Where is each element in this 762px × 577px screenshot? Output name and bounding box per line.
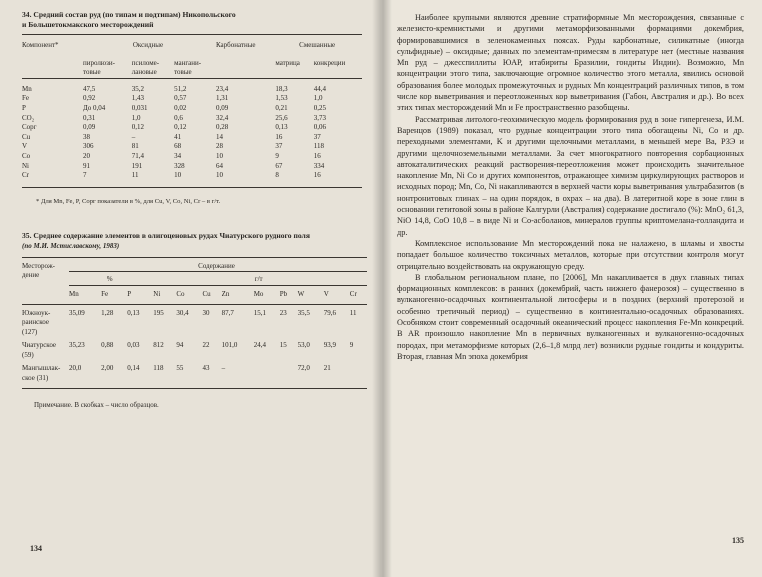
- table34-caption-line2: и Большетокмакского месторождений: [22, 20, 154, 29]
- t35-el: Co: [176, 289, 185, 298]
- cell: V: [22, 142, 28, 151]
- cell: Fe: [22, 94, 29, 103]
- cell: 28: [215, 142, 223, 151]
- cell: 1,43: [131, 94, 145, 103]
- cell: 35,5: [297, 308, 310, 317]
- cell: 71,4: [131, 151, 145, 160]
- cell: Mn: [22, 84, 32, 93]
- cell: 0,02: [174, 103, 187, 112]
- t35-el: Zn: [221, 289, 230, 298]
- t34-sub-matrix: матрица: [275, 58, 300, 67]
- table35-footnote: Примечание. В скобках – число образцов.: [34, 400, 159, 409]
- cell: 0,13: [275, 123, 288, 132]
- cell: 16: [313, 151, 321, 160]
- cell: 91: [83, 161, 90, 170]
- cell: 37: [313, 132, 321, 141]
- table-row: [22, 78, 362, 94]
- cell: 51,2: [174, 84, 187, 93]
- cell: P: [22, 103, 26, 112]
- paragraph: В глобальном региональном плане, по [2006], Mn накапливается в двух главных типах формационных комплексов: в ранних (докембрий, часть нижнего фанерозоя) – существенно в вулканогенно-осадочных континентальной литосферы и в поздних (верхний протерозой и особенно третичный период) – существенно в континентально-осадочных образованиях. Особняком стоит современный осадочный океанический процесс накопления Fe-Mn конкреций. В AR произошло накопление Mn в первичных вулканогенных и вулканогенно-осадочных породах, при метаморфизме которых (2,6–1,8 млрд лет) возникли рудные гондиты и кондуриты. Вторая, главная Mn эпоха докембрия: [397, 272, 744, 361]
- cell: 81: [131, 142, 139, 151]
- cell: 14: [215, 132, 223, 141]
- table-row: [22, 123, 362, 133]
- cell: 0,09: [215, 103, 229, 112]
- cell: 9: [275, 151, 279, 160]
- cell: 0,21: [275, 103, 288, 112]
- cell: 34: [174, 151, 182, 160]
- cell: 1,31: [215, 94, 229, 103]
- table-row: [22, 304, 367, 337]
- t35-el: Ni: [153, 289, 161, 298]
- cell: 812: [153, 341, 164, 350]
- cell: 0,92: [83, 94, 96, 103]
- cell: До 0,04: [83, 103, 106, 112]
- cell: 11: [131, 171, 139, 180]
- cell: 0,03: [127, 341, 140, 350]
- cell: 24,4: [253, 341, 266, 350]
- cell: 30: [202, 308, 210, 317]
- cell: 21: [323, 364, 331, 373]
- cell: 0,28: [215, 123, 229, 132]
- t34-sub-manganite: мангани- товые: [174, 58, 202, 77]
- cell: CO₂: [22, 113, 35, 122]
- table-row: [22, 94, 362, 104]
- cell: 22: [202, 341, 210, 350]
- t35-el: Pb: [279, 289, 288, 298]
- t35-head-deposit: Месторож- дение: [22, 261, 55, 280]
- cell: 10: [215, 151, 223, 160]
- table-row: [22, 152, 362, 162]
- cell: 1,53: [275, 94, 288, 103]
- cell: 2,00: [101, 364, 114, 373]
- t34-head-mixed: Смешанные: [299, 41, 336, 49]
- cell: 118: [313, 142, 325, 151]
- cell: 55: [176, 364, 184, 373]
- cell: 87,7: [221, 308, 234, 317]
- cell: 44,4: [313, 84, 327, 93]
- cell: 0,88: [101, 341, 114, 350]
- t35-el: P: [127, 289, 132, 298]
- cell: 11: [349, 308, 357, 317]
- cell: 1,28: [101, 308, 114, 317]
- t35-deposit-name: Мангышлак- ское (31): [22, 364, 61, 383]
- cell: 0,31: [83, 113, 96, 122]
- cell: 191: [131, 161, 143, 170]
- t35-el: Fe: [101, 289, 109, 298]
- cell: 15: [279, 341, 287, 350]
- cell: 35,2: [131, 84, 145, 93]
- cell: 0,6: [174, 113, 183, 122]
- t34-sub-pyrolusite: пиролюзи- товые: [83, 58, 115, 77]
- cell: 67: [275, 161, 283, 170]
- t35-el: Cr: [349, 289, 357, 298]
- cell: 334: [313, 161, 325, 170]
- t34-body: [22, 78, 362, 187]
- page-number-right: 135: [732, 536, 744, 545]
- cell: Cr: [22, 171, 29, 180]
- cell: 8: [275, 171, 279, 180]
- cell: 25,6: [275, 113, 288, 122]
- cell: 23: [279, 308, 287, 317]
- t35-el: Mn: [69, 289, 79, 298]
- cell: 0,12: [174, 123, 187, 132]
- cell: 0,031: [131, 103, 148, 112]
- cell: 79,6: [323, 308, 336, 317]
- table34: [22, 34, 362, 188]
- cell: 30,4: [176, 308, 189, 317]
- cell: 68: [174, 142, 182, 151]
- cell: 16: [313, 171, 321, 180]
- cell: –: [131, 132, 136, 141]
- cell: 1,0: [131, 113, 141, 122]
- cell: 93,9: [323, 341, 336, 350]
- cell: 9: [349, 341, 354, 350]
- table-row: [22, 337, 367, 360]
- cell: 47,5: [83, 84, 96, 93]
- t35-deposit-name: Чиатурское (59): [22, 341, 57, 359]
- cell: 306: [83, 142, 94, 151]
- table34-caption-line1: 34. Средний состав руд (по типам и подтипам) Никопольского: [22, 10, 236, 19]
- cell: 37: [275, 142, 283, 151]
- cell: 0,14: [127, 364, 140, 373]
- paragraph: Рассматривая литолого-геохимическую модель формирования руд в зоне гипергенеза, И.М. Варенцов (1989) показал, что рудные концентрации этого типа обогащены Ni, Co и др. переходными элементами, K и другими щелочными металлами, в меньшей мере Ba, РЗЭ и другими щелочноземельными металлами. За счет многократного повторения сорбационных автокаталитических реакций растворения-переотложения может происходить значительное накопление Mn, Ni Co и других компонентов, отражающее химизм циркулирующих растворов и исходных пород; Mn, Co, Ni накапливаются в верхней части коры выветривания ультрабазитов (в нонтронитовых глинах – на один порядок, в охрах – на два). В латеритной коре в зоне глин в основании гетитовой зоны в районе Калгурли (Австралия) содержание достигало (%): MnO₂ 61,3, NiO 14,8, CoO 10,8 – в виде Ni и Co-асболанов, минералов группы криптомелана-голландита и др.: [397, 114, 744, 237]
- cell: 15,1: [253, 308, 266, 317]
- t35-el: V: [323, 289, 329, 298]
- cell: 18,3: [275, 84, 288, 93]
- table-row: [22, 360, 367, 388]
- table35-caption: 35. Среднее содержание элементов в олигоценовых рудах Чиатурского рудного поля: [22, 230, 310, 240]
- cell: 7: [83, 171, 87, 180]
- table-row: [22, 114, 362, 124]
- cell: 38: [83, 132, 90, 141]
- cell: 64: [215, 161, 223, 170]
- cell: 101,0: [221, 341, 238, 350]
- cell: 35,09: [69, 308, 85, 317]
- paragraph: Комплексное использование Mn месторождений пока не налажено, в шламы и хвосты попадает большое количество токсичных металлов, которые при отсутствии контроля могут отрицательно воздействовать на окружающую среду.: [397, 238, 744, 271]
- cell: 0,09: [83, 123, 96, 132]
- cell: 10: [215, 171, 223, 180]
- cell: 72,0: [297, 364, 310, 373]
- cell: 20,0: [69, 364, 82, 373]
- cell: 16: [275, 132, 283, 141]
- cell: 10: [174, 171, 182, 180]
- cell: 43: [202, 364, 210, 373]
- cell: 94: [176, 341, 184, 350]
- cell: [350, 360, 367, 388]
- cell: [280, 360, 298, 388]
- cell: 118: [153, 364, 164, 373]
- cell: 1,0: [313, 94, 323, 103]
- cell: 0,25: [313, 103, 327, 112]
- table35: [22, 257, 367, 389]
- table-row: [22, 133, 362, 143]
- cell: 0,57: [174, 94, 187, 103]
- paragraph: Наиболее крупными являются древние стратиформные Mn месторождения, связанные с железисто-кремнистыми и другими метаморфизованными формациями докембрия, формировавшимися в зеленокаменных поясах. Руды карбонатные, силикатные (иногда сульфидные) – оксидные; данных по элементам-примесям в литературе нет (местные названия Mn руд – джесспиллиты ЮАР, итабириты Бразилии, гондиты Индии). Возможно, Mn концентрации этого типа, заключающие огромное количество этого металла, явились основой образования более молодых промежуточных и рудных Mn концентраций различных типов, в том числе кор выветривания и переотложенных кор выветривания (Габон, Австралия и др.). Во всех этих типах месторождений Mn и Fe пространственно разобщены.: [397, 13, 744, 113]
- cell: 23,4: [215, 84, 229, 93]
- t34-sub-concretion: конкреции: [313, 58, 346, 67]
- cell: 195: [153, 308, 164, 317]
- page-number-left: 134: [30, 544, 42, 553]
- cell: Co: [22, 151, 31, 160]
- table-row: [22, 162, 362, 172]
- table34-footnote: * Для Mn, Fe, P, Cорг показатели в %, для Cu, V, Co, Ni, Cr – в г/т.: [36, 197, 221, 205]
- table-row: [22, 104, 362, 114]
- t35-el: Mo: [253, 289, 264, 298]
- t35-el: W: [297, 289, 305, 298]
- cell: 0,12: [131, 123, 145, 132]
- cell: 32,4: [215, 113, 229, 122]
- cell: Ni: [22, 161, 29, 170]
- cell: Cорг: [22, 123, 37, 132]
- cell: 20: [83, 151, 90, 160]
- t35-head-percent: %: [69, 272, 153, 286]
- cell: 0,06: [313, 123, 327, 132]
- t35-el: Cu: [202, 289, 211, 298]
- t34-sub-psilomelane: псиломе- лановые: [131, 58, 160, 77]
- cell: Cu: [22, 132, 31, 141]
- cell: 0,13: [127, 308, 140, 317]
- cell: [254, 360, 280, 388]
- t35-head-content: Содержание: [69, 257, 367, 272]
- t34-head-carbonate: Карбонатные: [215, 41, 256, 49]
- t35-head-gt: г/т: [153, 272, 367, 286]
- table-row: [22, 171, 362, 187]
- table-row: [22, 142, 362, 152]
- t35-element-row: [22, 285, 367, 304]
- t35-deposit-name: Южноук- раинское (127): [22, 308, 51, 336]
- t34-head-oxide: Оксидные: [132, 41, 164, 49]
- table35-subcaption: (по М.И. Мстиславскому, 1983): [22, 241, 120, 250]
- cell: 35,23: [69, 341, 85, 350]
- cell: 41: [174, 132, 182, 141]
- cell: –: [221, 364, 226, 373]
- cell: 3,73: [313, 113, 327, 122]
- right-page: [381, 0, 762, 577]
- book-gutter: [372, 0, 392, 577]
- cell: 53,0: [297, 341, 310, 350]
- t34-head-component: Компонент*: [22, 41, 59, 49]
- cell: 328: [174, 161, 185, 170]
